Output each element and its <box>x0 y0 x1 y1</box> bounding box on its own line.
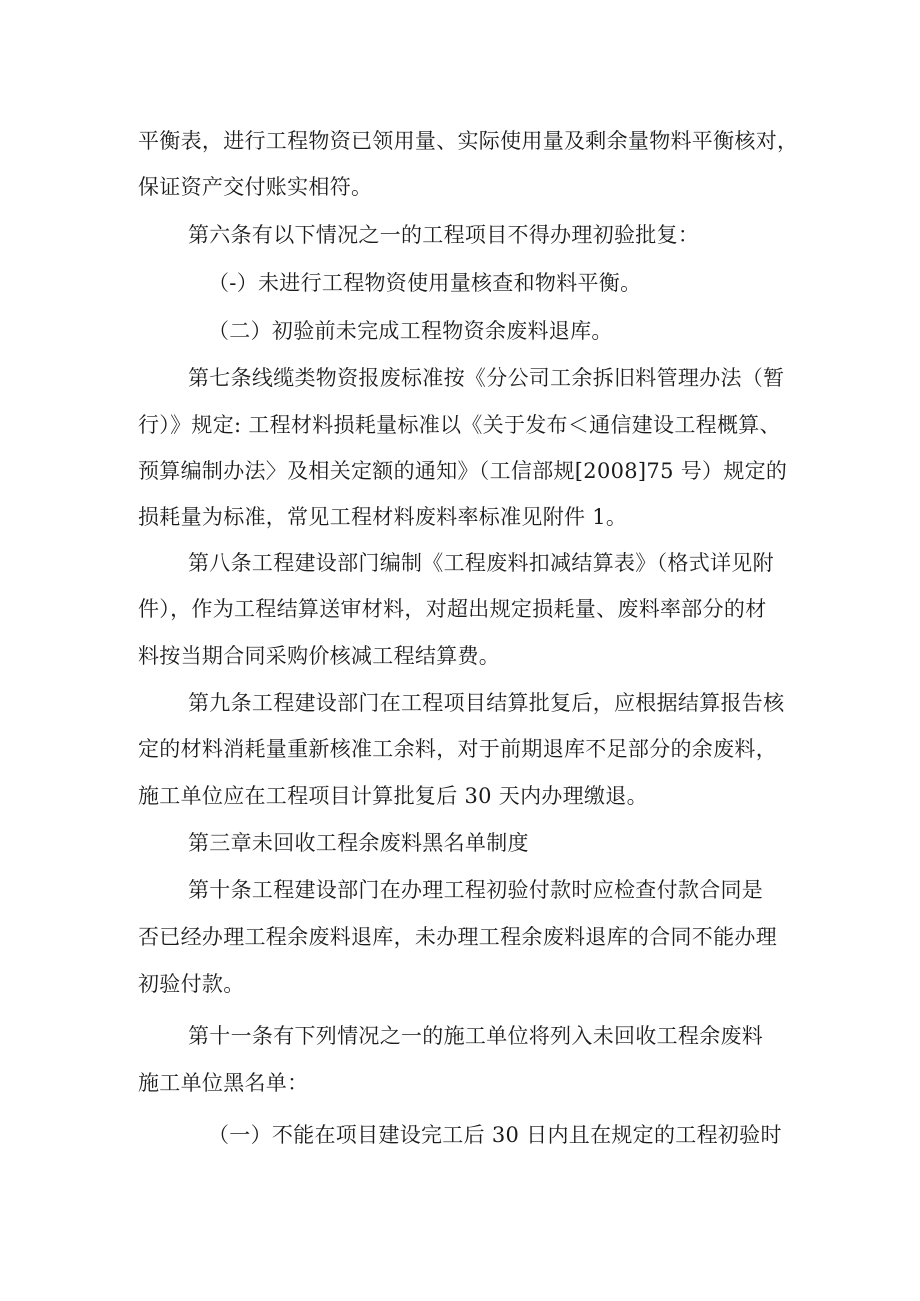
article-9-paragraph: 第九条工程建设部门在工程项目结算批复后，应根据结算报告核 <box>188 691 785 715</box>
text-line: 行）》规定: 工程材料损耗量标准以《关于发布＜通信建设工程概算、 <box>138 413 781 437</box>
list-item: （一）不能在项目建设完工后 30 日内且在规定的工程初验时 <box>208 1123 782 1147</box>
text-line: 保证资产交付账实相符。 <box>138 175 373 199</box>
text-line: 否已经办理工程余废料退库，未办理工程余废料退库的合同不能办理 <box>138 925 777 949</box>
text-line: 施工单位应在工程项目计算批复后 30 天内办理缴退。 <box>138 784 648 808</box>
chapter-3-heading: 第三章未回收工程余废料黑名单制度 <box>188 831 529 855</box>
text-line: 定的材料消耗量重新核准工余料，对于前期退库不足部分的余废料， <box>138 737 777 761</box>
text-line: 预算编制办法〉及相关定额的通知》（工信部规[2008]75 号）规定的 <box>138 459 788 483</box>
article-8-paragraph: 第八条工程建设部门编制《工程废料扣减结算表》（格式详见附 <box>188 551 774 575</box>
text-line: 件），作为工程结算送审材料，对超出规定损耗量、废料率部分的材 <box>138 597 767 621</box>
text-line: 损耗量为标准，常见工程材料废料率标准见附件 1。 <box>138 505 628 529</box>
list-item: （二）初验前未完成工程物资余废料退库。 <box>208 319 613 343</box>
article-11-paragraph: 第十一条有下列情况之一的施工单位将列入未回收工程余废料 <box>188 1024 764 1048</box>
text-line: 料按当期合同采购价核减工程结算费。 <box>138 644 501 668</box>
text-line: 初验付款。 <box>138 972 245 996</box>
list-item: （-）未进行工程物资使用量核查和物料平衡。 <box>208 271 642 295</box>
text-line: 施工单位黑名单： <box>138 1071 309 1095</box>
text-line: 平衡表，进行工程物资已领用量、实际使用量及剩余量物料平衡核对， <box>138 129 799 153</box>
article-6-heading: 第六条有以下情况之一的工程项目不得办理初验批复： <box>188 223 700 247</box>
article-10-paragraph: 第十条工程建设部门在办理工程初验付款时应检查付款合同是 <box>188 878 764 902</box>
article-7-paragraph: 第七条线缆类物资报废标准按《分公司工余拆旧料管理办法（暂 <box>188 366 785 390</box>
